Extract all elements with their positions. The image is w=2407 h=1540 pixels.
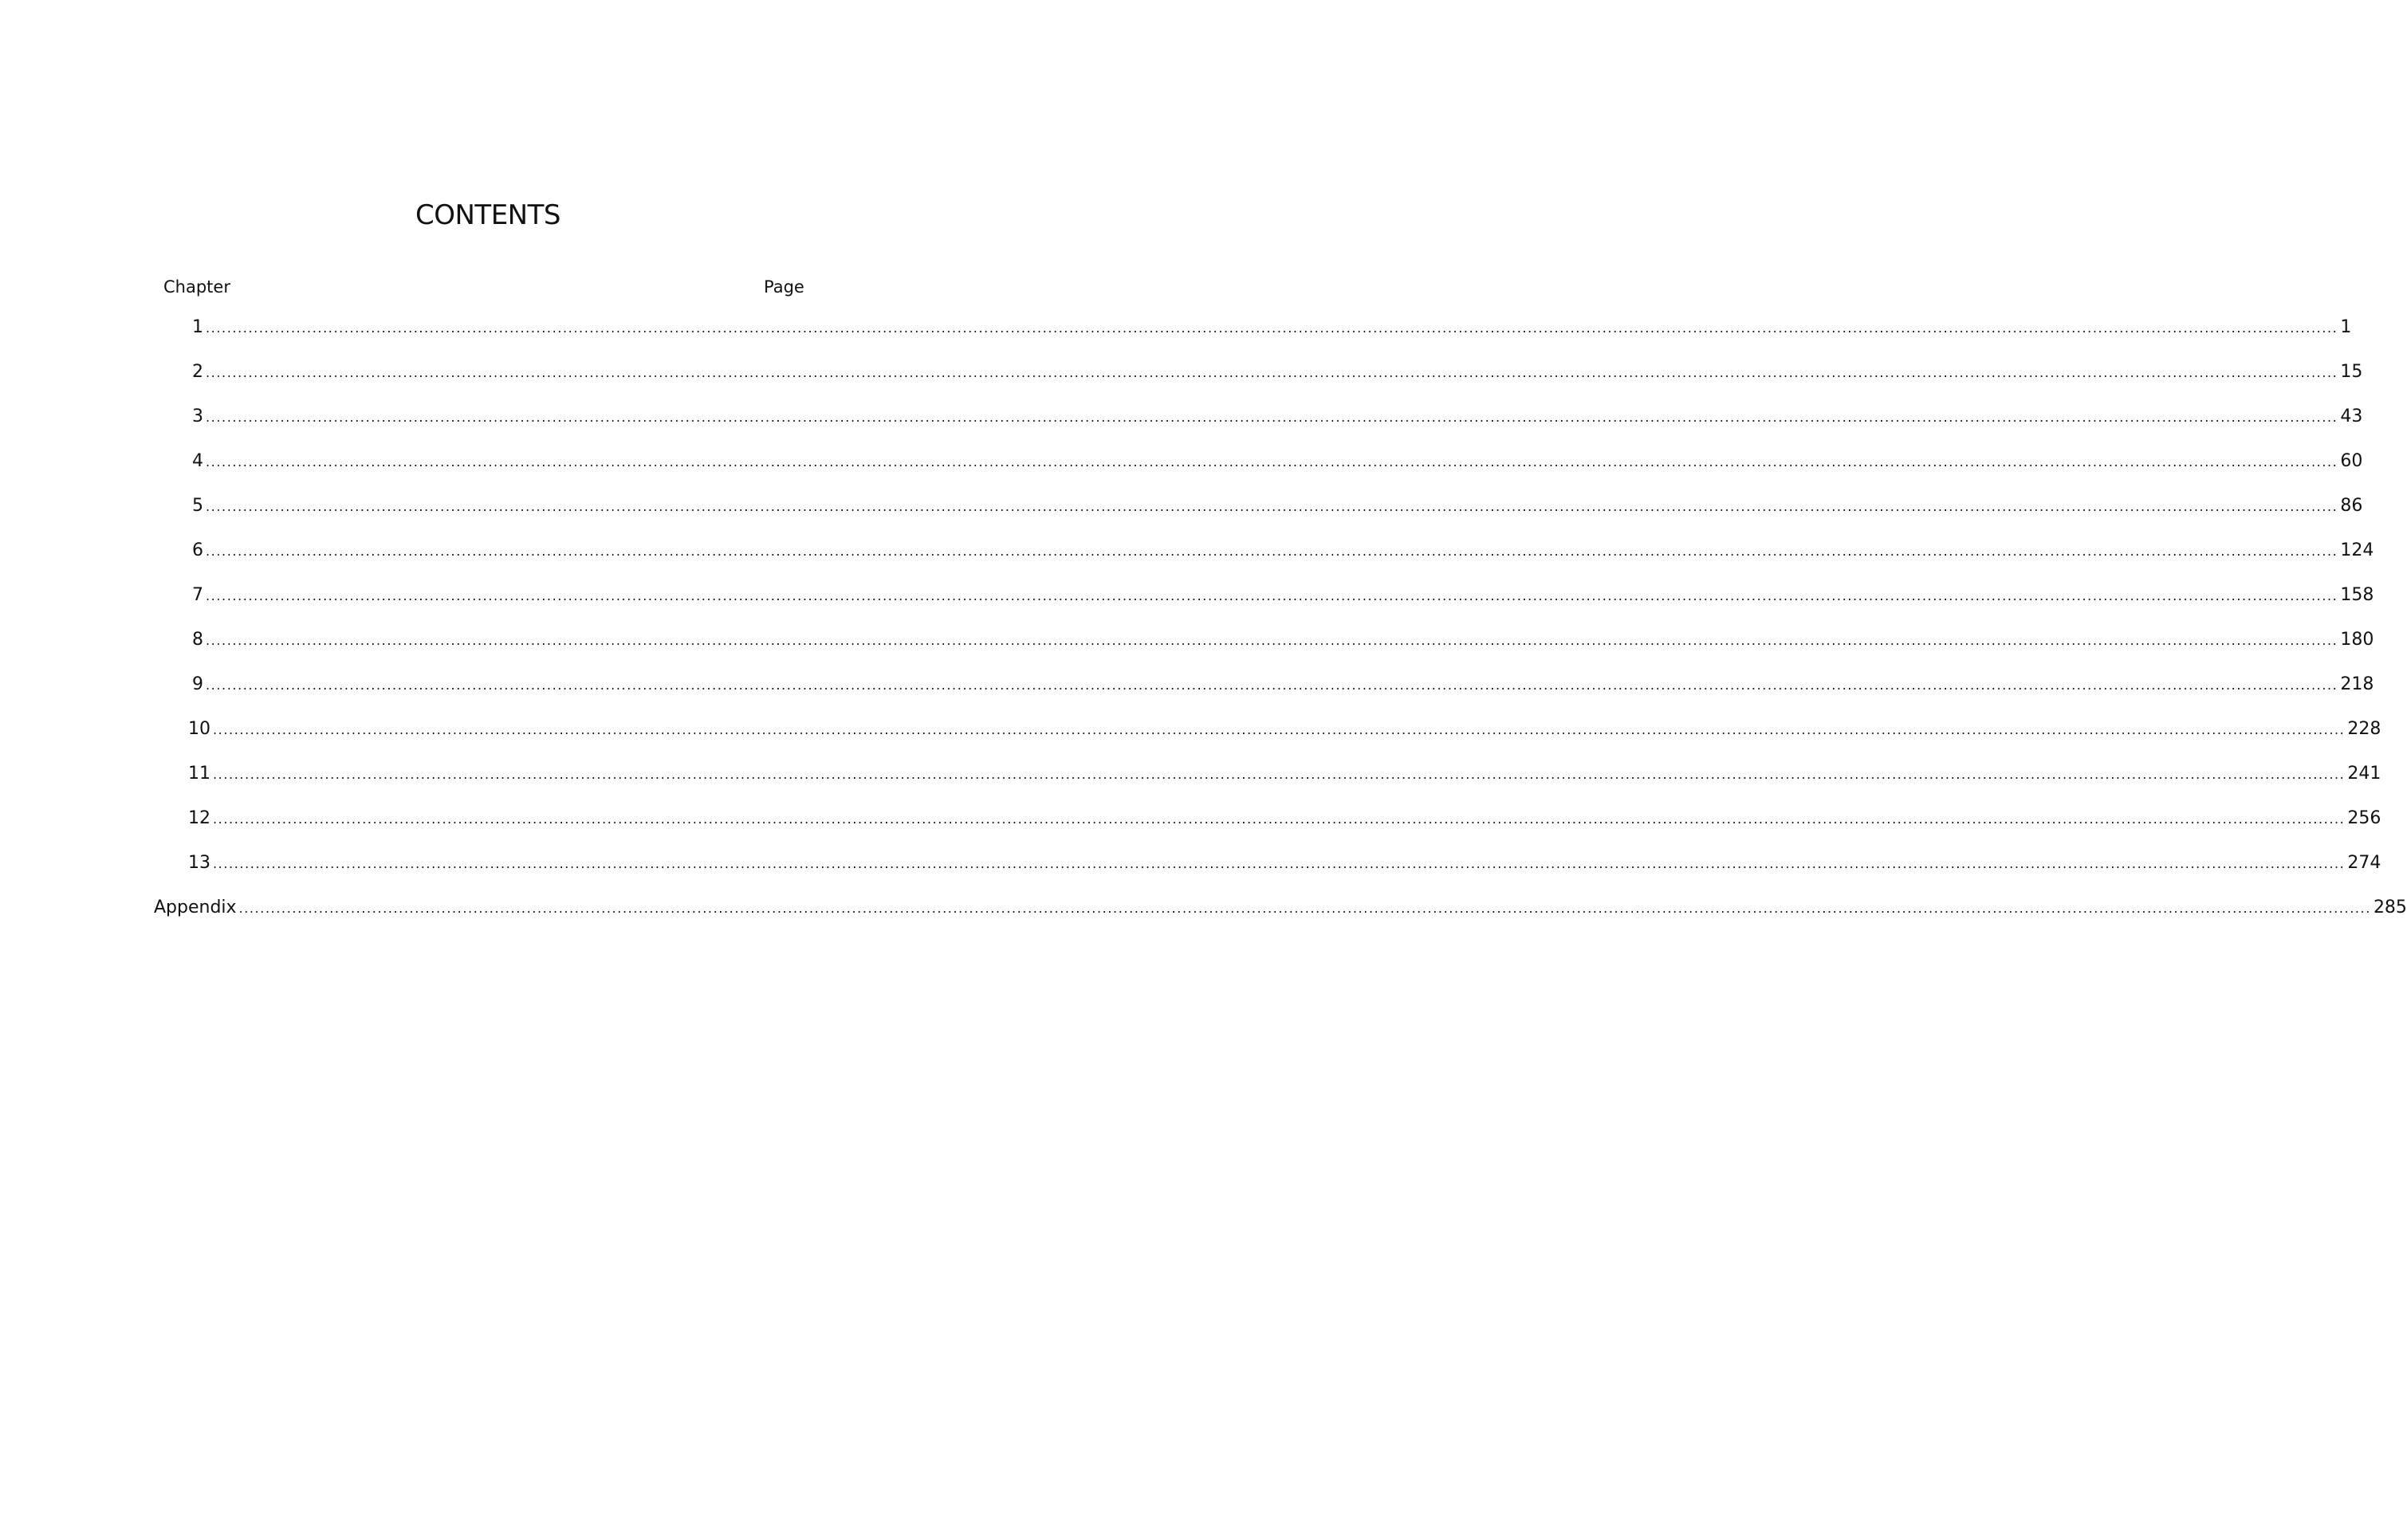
toc-entry[interactable] bbox=[192, 362, 2363, 386]
toc-entry-page: 43 bbox=[2340, 407, 2363, 426]
toc-dot-leader: ................................................................................................................................................................................................................................................................................................................................................................................................................ bbox=[213, 767, 2346, 782]
toc-entry-label: 6 bbox=[192, 540, 203, 560]
toc-entry-label: 2 bbox=[192, 362, 203, 382]
toc-entry[interactable] bbox=[192, 674, 2374, 698]
toc-dot-leader: ................................................................................................................................................................................................................................................................................................................................................................................................................ bbox=[206, 633, 2338, 648]
toc-entry-label: 8 bbox=[192, 630, 203, 650]
page-column-header: Page bbox=[764, 277, 804, 297]
toc-entry-page: 285 bbox=[2373, 898, 2407, 917]
toc-dot-leader: ................................................................................................................................................................................................................................................................................................................................................................................................................ bbox=[206, 678, 2338, 693]
toc-dot-leader: ................................................................................................................................................................................................................................................................................................................................................................................................................ bbox=[213, 856, 2346, 871]
toc-entry-label: 10 bbox=[188, 719, 210, 739]
toc-entry-label: 9 bbox=[192, 674, 203, 694]
toc-entry-page: 274 bbox=[2347, 853, 2381, 873]
toc-dot-leader: ................................................................................................................................................................................................................................................................................................................................................................................................................ bbox=[206, 588, 2338, 603]
toc-entry-page: 218 bbox=[2340, 674, 2374, 694]
toc-entry[interactable] bbox=[192, 630, 2374, 654]
toc-entry-page: 124 bbox=[2340, 540, 2374, 560]
toc-dot-leader: ................................................................................................................................................................................................................................................................................................................................................................................................................ bbox=[206, 499, 2338, 514]
toc-entry-page: 180 bbox=[2340, 630, 2374, 650]
page-title: CONTENTS bbox=[415, 199, 560, 231]
toc-entry-label: 11 bbox=[188, 764, 210, 784]
toc-entry[interactable] bbox=[192, 317, 2352, 341]
toc-entry-page: 15 bbox=[2340, 362, 2363, 382]
toc-entry-label: 13 bbox=[188, 853, 210, 873]
toc-entry-page: 241 bbox=[2347, 764, 2381, 784]
toc-entry[interactable] bbox=[192, 451, 2363, 475]
toc-entry[interactable] bbox=[192, 407, 2363, 430]
toc-dot-leader: ................................................................................................................................................................................................................................................................................................................................................................................................................ bbox=[213, 811, 2346, 827]
toc-entry[interactable] bbox=[192, 496, 2363, 520]
toc-entry-page: 86 bbox=[2340, 496, 2363, 516]
toc-dot-leader: ................................................................................................................................................................................................................................................................................................................................................................................................................ bbox=[206, 365, 2338, 380]
toc-dot-leader: ................................................................................................................................................................................................................................................................................................................................................................................................................ bbox=[206, 454, 2338, 469]
toc-dot-leader: ................................................................................................................................................................................................................................................................................................................................................................................................................ bbox=[238, 901, 2371, 916]
toc-entry[interactable] bbox=[192, 585, 2374, 609]
toc-entry-page: 228 bbox=[2347, 719, 2381, 739]
toc-entry-page: 1 bbox=[2340, 317, 2352, 337]
toc-dot-leader: ................................................................................................................................................................................................................................................................................................................................................................................................................ bbox=[206, 410, 2338, 425]
toc-dot-leader: ................................................................................................................................................................................................................................................................................................................................................................................................................ bbox=[206, 320, 2338, 336]
toc-entry-appendix[interactable] bbox=[154, 898, 2407, 921]
toc-entry-label: 3 bbox=[192, 407, 203, 426]
toc-entry[interactable] bbox=[188, 853, 2381, 877]
toc-entry[interactable] bbox=[188, 764, 2381, 788]
toc-entry-page: 158 bbox=[2340, 585, 2374, 605]
toc-entry-label: 5 bbox=[192, 496, 203, 516]
toc-entry-label: Appendix bbox=[154, 898, 237, 917]
toc-entry-page: 256 bbox=[2347, 808, 2381, 828]
toc-entry-page: 60 bbox=[2340, 451, 2363, 471]
toc-entry[interactable] bbox=[192, 540, 2374, 564]
toc-entry-label: 1 bbox=[192, 317, 203, 337]
toc-entry-label: 4 bbox=[192, 451, 203, 471]
toc-entry-label: 7 bbox=[192, 585, 203, 605]
toc-entry-label: 12 bbox=[188, 808, 210, 828]
toc-entry[interactable] bbox=[188, 808, 2381, 832]
chapter-column-header: Chapter bbox=[163, 277, 230, 297]
toc-dot-leader: ................................................................................................................................................................................................................................................................................................................................................................................................................ bbox=[206, 544, 2338, 559]
toc-dot-leader: ................................................................................................................................................................................................................................................................................................................................................................................................................ bbox=[213, 722, 2346, 737]
toc-entry[interactable] bbox=[188, 719, 2381, 743]
